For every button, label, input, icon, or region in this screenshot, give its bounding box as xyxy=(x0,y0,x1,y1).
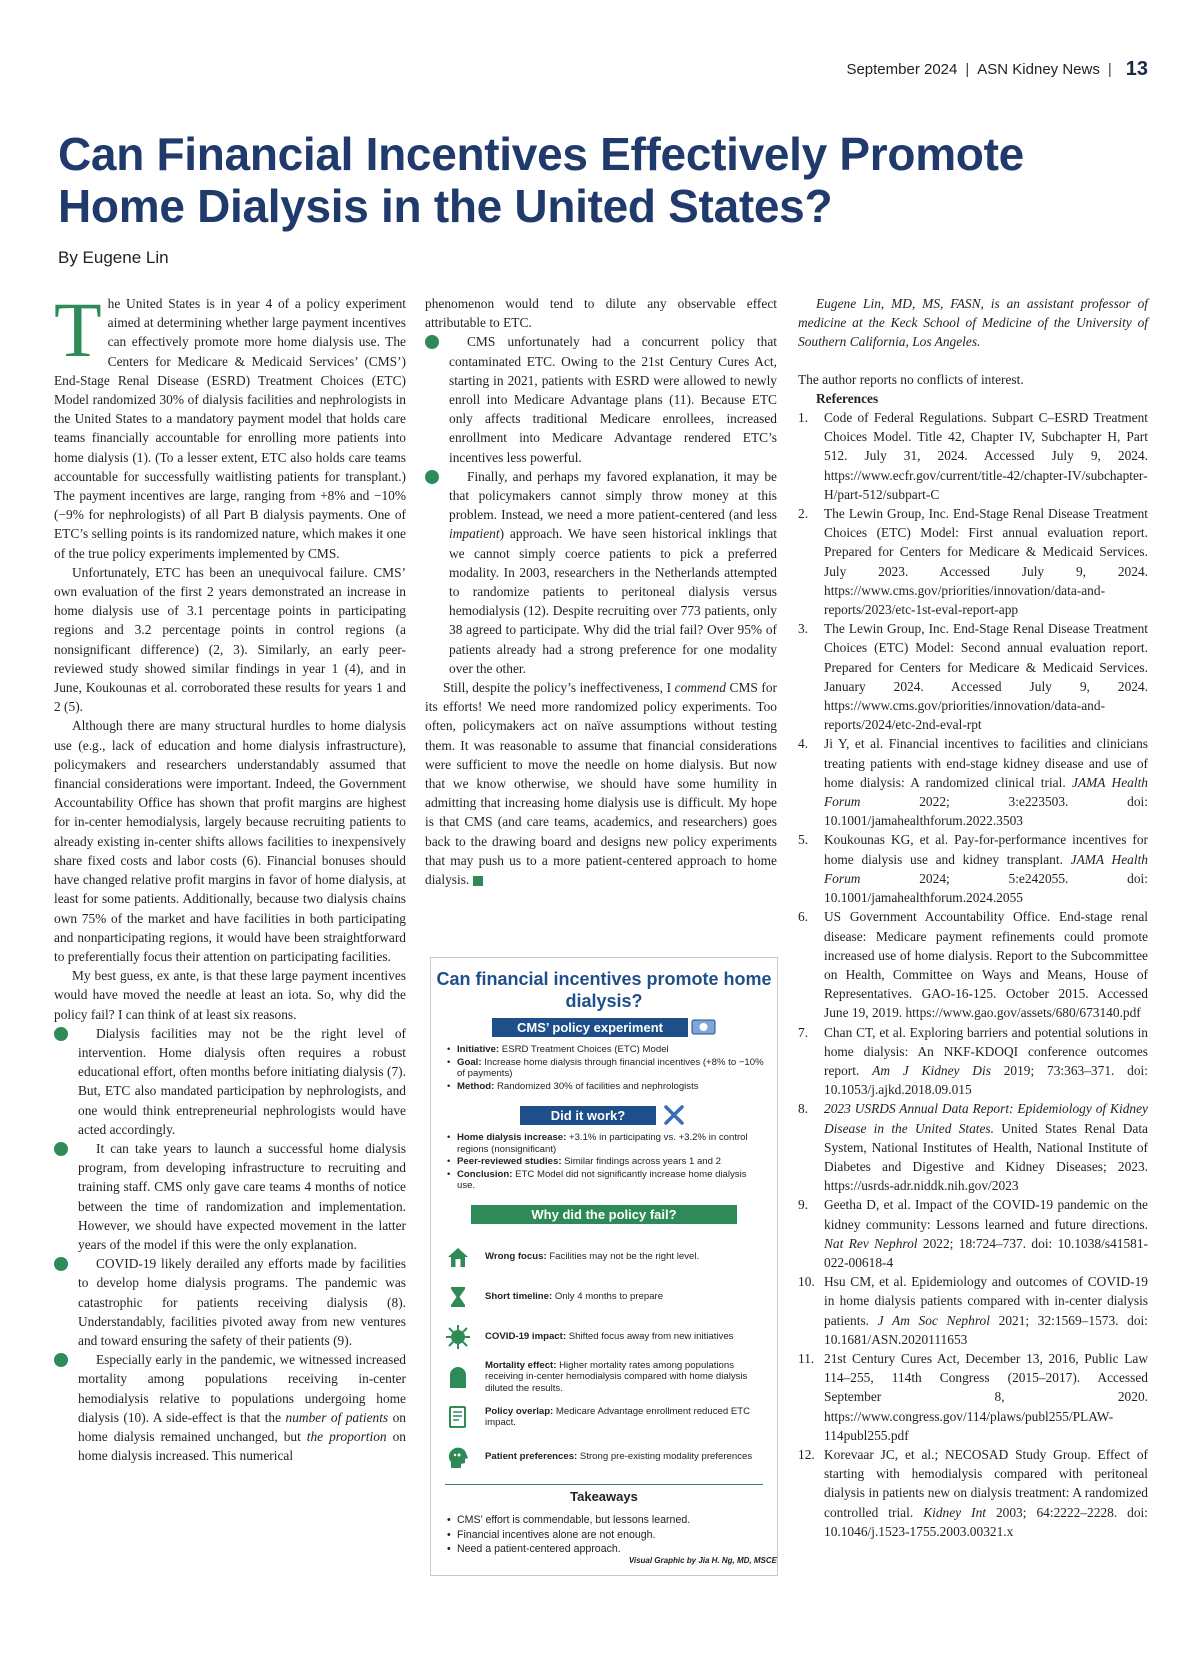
reasons-list xyxy=(445,1237,765,1477)
policy-experiment-header: CMS’ policy experiment xyxy=(492,1018,688,1037)
emphasis: commend xyxy=(674,680,726,696)
reference-number: 9. xyxy=(798,1197,809,1213)
reason-text: on home dialysis remained unchanged, but xyxy=(78,1409,406,1444)
byline: By Eugene Lin xyxy=(58,248,169,267)
paragraph-text: Still, despite the policy’s ineffectiveness, I xyxy=(443,680,675,696)
conflict-statement: The author reports no conflicts of interest. xyxy=(798,371,1024,387)
article-column-2 xyxy=(425,294,777,889)
reference-number: 7. xyxy=(798,1024,809,1040)
reference-number: 10. xyxy=(798,1274,815,1290)
reference-number: 6. xyxy=(798,909,809,925)
reference-item: 3. The Lewin Group, Inc. End-Stage Renal Disease Treatment Choices (ETC) Model: Second annual evaluation report. Prepared for Centers for Medicare & Medicaid Services. January 2024. Accessed July 9, 2024. https://www.cms.gov/priorities/innovation/data-and-reports/2024/etc-2nd-eval-rpt xyxy=(798,621,1148,733)
page-number: 13 xyxy=(1125,58,1148,80)
number-badge: 4 xyxy=(54,1353,68,1367)
reason-item xyxy=(425,467,777,678)
infographic xyxy=(430,957,778,1576)
reason-text: Short timeline: Only 4 months to prepare xyxy=(485,1291,664,1303)
end-mark-icon xyxy=(473,876,483,886)
list-item: • Initiative: ESRD Treatment Choices (ETC) Model xyxy=(445,1044,765,1056)
policy-list xyxy=(445,1044,765,1093)
reason-row xyxy=(445,1397,765,1437)
reason-text: COVID-19 likely derailed any efforts made by facilities to develop home dialysis programs. The pandemic was catastrophic for patients receiving dialysis (8). Understandably, facilities pivoted away from new ventures and toward ensuring the safety of their patients (9). xyxy=(78,1256,406,1348)
emphasis: impatient xyxy=(449,526,500,542)
paragraph xyxy=(54,286,406,563)
reference-number: 5. xyxy=(798,832,809,848)
reference-item: 4. Ji Y, et al. Financial incentives to facilities and clinicians treating patients with end-stage kidney disease and use of home dialysis: A randomized clinical trial. JAMA Health Forum 2022; 3:e223503. doi: 10.1001/jamahealthforum.2022.3503 xyxy=(798,736,1148,829)
reference-item: 11. 21st Century Cures Act, December 13, 2016, Public Law 114–255, 114th Congress (2015–2017). Accessed September 8, 2020. https://www.congress.gov/114/plaws/publ255/PLAW-114publ255.pdf xyxy=(798,1350,1148,1443)
list-item: • Peer-reviewed studies: Similar findings across years 1 and 2 xyxy=(445,1156,765,1168)
reason-text: Wrong focus: Facilities may not be the right level. xyxy=(485,1251,700,1263)
reference-number: 11. xyxy=(798,1350,815,1366)
paragraph-text: he United States is in year 4 of a policy experiment aimed at determining whether large payment incentives can effectively promote more home dialysis use. The Centers for Medicare & Medicaid Services’ (CMS’) End-Stage Renal Disease (ESRD) Treatment Choices (ETC) Model randomized 30% of dialysis facilities and nephrologists in the United States to a mandatory payment model that holds care teams financially accountable for enrolling more patients into home dialysis (1). (To a lesser extent, ETC also holds care teams accountable for successfully waitlisting patients for transplant.) The payment incentives are large, ranging from +8% and −10% (−9% for nephrologists) of all Part B dialysis payments. One of ETC’s selling points is its randomized nature, which makes it one of the true policy experiments implemented by CMS. xyxy=(54,296,406,561)
reason-text: Policy overlap: Medicare Advantage enrollment reduced ETC impact. xyxy=(485,1405,751,1428)
reference-number: 12. xyxy=(798,1446,815,1462)
reason-text: on home dialysis increased. This numerical xyxy=(78,1428,406,1464)
reason-row xyxy=(445,1317,765,1357)
home-icon xyxy=(445,1244,471,1270)
number-badge: 3 xyxy=(54,1257,68,1271)
why-fail-header: Why did the policy fail? xyxy=(471,1205,737,1224)
graphic-credit: Visual Graphic by Jia H. Ng, MD, MSCE xyxy=(628,1556,777,1565)
reference-item: 8. 2023 USRDS Annual Data Report: Epidemiology of Kidney Disease in the United States. United States Renal Data System, National Institutes of Health, National Institute of Diabetes and Digestive and Kidney Diseases; 2023. https://usrds-adr.niddk.nih.gov/2023 xyxy=(798,1101,1148,1194)
number-badge: 6 xyxy=(425,470,439,484)
reason-text: CMS unfortunately had a concurrent policy that contaminated ETC. Owing to the 21st Century Cures Act, starting in 2021, patients with ESRD were allowed to newly enroll into Medicare Advantage plans (11). Because ETC only affects traditional Medicare enrollees, increased enrollment into Medicare Advantage rendered ETC’s incentives less powerful. xyxy=(449,334,777,465)
virus-icon xyxy=(445,1324,471,1350)
tombstone-icon xyxy=(445,1364,471,1390)
number-badge: 2 xyxy=(54,1142,68,1156)
reason-item xyxy=(54,1024,406,1139)
reason-row xyxy=(445,1357,765,1397)
emphasis: number of patients xyxy=(285,1409,389,1425)
reference-number: 4. xyxy=(798,736,809,752)
reference-item: 2. The Lewin Group, Inc. End-Stage Renal Disease Treatment Choices (ETC) Model: First annual evaluation report. Prepared for Centers for Medicare & Medicaid Services. July 2023. Accessed July 9, 2024. https://www.cms.gov/priorities/innovation/data-and-reports/2023/etc-1st-eval-report-app xyxy=(798,506,1148,618)
reason-text: Patient preferences: Strong pre-existing modality preferences xyxy=(485,1451,753,1463)
header-separator: | xyxy=(965,61,970,78)
results-list xyxy=(445,1132,765,1193)
reason-row xyxy=(445,1237,765,1277)
paragraph-text: CMS for its efforts! We need more randomized policy experiments. Too often, policymakers act on naïve assumptions without testing them. It was reasonable to assume that financial considerations were sufficient to move the needle on home dialysis. But now that we know otherwise, we should have some humility in admitting that increasing home dialysis use is difficult. My hope is that CMS (and care teams, academics, and researchers) goes back to the drawing board and designs new policy experiments that may push us to a more patient-centered approach to home dialysis. xyxy=(425,680,777,888)
did-it-work-header: Did it work? xyxy=(520,1106,656,1125)
money-icon xyxy=(691,1017,717,1037)
emphasis: the proportion xyxy=(306,1428,387,1444)
reason-item xyxy=(54,1254,406,1350)
reason-text: It can take years to launch a successful home dialysis program, from developing infrastructure to recruiting and training staff. CMS only gave care teams 4 months of notice between the time of randomization and implementation. However, we should have expected movement in the latter years of the model if this were the only explanation. xyxy=(78,1140,406,1252)
paragraph: My best guess, ex ante, is that these large payment incentives would have moved the needle at least an iota. So, why did the policy fail? I can think of at least six reasons. xyxy=(54,968,406,1022)
article-column-1 xyxy=(54,286,406,1465)
article-column-3 xyxy=(798,294,1148,1541)
takeaways-list xyxy=(445,1514,765,1558)
reference-number: 2. xyxy=(798,506,809,522)
reference-item: 1. Code of Federal Regulations. Subpart C–ESRD Treatment Choices Model. Title 42, Chapter IV, Subchapter H, Part 512. July 31, 2024. Accessed July 9, 2024. https://www.ecfr.gov/current/title-42/chapter-IV/subchapter-H/part-512/subpart-C xyxy=(798,410,1148,502)
reason-text: Especially early in the pandemic, we witnessed increased mortality among populations receiving in-center hemodialysis relative to populations undergoing home dialysis (10). A side-effect is that the xyxy=(78,1352,406,1425)
reason-text: Dialysis facilities may not be the right level of intervention. Home dialysis often requires a robust educational effort, often months before initiating dialysis (7). But, ETC also mandated participation by nephrologists, and one would think entrepreneurial nephrologists would have acted accordingly. xyxy=(78,1025,406,1137)
head-icon xyxy=(445,1444,471,1470)
reference-number: 8. xyxy=(798,1101,809,1117)
list-item: • Financial incentives alone are not enough. xyxy=(445,1529,765,1543)
reference-item: 9. Geetha D, et al. Impact of the COVID-19 pandemic on the kidney community: Lessons learned and future directions. Nat Rev Nephrol 2022; 18:724–737. doi: 10.1038/s41581-022-00618-4 xyxy=(798,1197,1148,1270)
list-item: • CMS’ effort is commendable, but lessons learned. xyxy=(445,1514,765,1528)
list-item: • Method: Randomized 30% of facilities and nephrologists xyxy=(445,1081,765,1093)
reason-row xyxy=(445,1277,765,1317)
reference-item: 5. Koukounas KG, et al. Pay-for-performance incentives for home dialysis use and kidney transplant. JAMA Health Forum 2024; 5:e242055. doi: 10.1001/jamahealthforum.2024.2055 xyxy=(798,832,1148,906)
reference-item: 6. US Government Accountability Office. End-stage renal disease: Medicare payment refinements could promote increased use of home dialysis. Report to the Subcommittee on Health, Committee on Ways and Means, House of Representatives. GAO-16-125. October 2015. Accessed June 19, 2019. https://www.gao.gov/assets/680/673140.pdf xyxy=(798,909,1148,1021)
drop-cap: T xyxy=(54,286,102,373)
reason-text: ) approach. We have seen historical inklings that we cannot simply coerce patients to pick a preferred modality. In 2003, researchers in the Netherlands attempted to randomize patients to peritoneal dialysis versus hemodialysis (12). Despite recruiting over 773 patients, only 38 agreed to participate. Why did the trial fail? Over 95% of patients already had a strong preference for one modality over the other. xyxy=(449,526,777,676)
issue-date: September 2024 xyxy=(846,61,958,78)
reason-text: COVID-19 impact: Shifted focus away from new initiatives xyxy=(485,1331,734,1343)
infographic-title: Can financial incentives promote home dialysis? xyxy=(436,969,772,1011)
number-badge: 5 xyxy=(425,335,439,349)
reason-item xyxy=(54,1139,406,1254)
author-bio: Eugene Lin, MD, MS, FASN, is an assistant professor of medicine at the Keck School of Medicine of the University of Southern California, Los Angeles. xyxy=(798,296,1148,350)
takeaways-title: Takeaways xyxy=(570,1489,638,1504)
list-item: • Home dialysis increase: +3.1% in participating vs. +3.2% in control regions (nonsignificant) xyxy=(445,1132,765,1155)
reason-row xyxy=(445,1437,765,1477)
page-header xyxy=(846,58,1148,81)
list-item: • Need a patient-centered approach. xyxy=(445,1543,765,1557)
reason-item xyxy=(54,1350,406,1465)
hourglass-icon xyxy=(445,1284,471,1310)
reference-number: 1. xyxy=(798,410,809,426)
divider xyxy=(445,1484,763,1485)
x-mark-icon xyxy=(663,1104,685,1126)
paragraph xyxy=(425,678,777,889)
document-icon xyxy=(445,1404,471,1430)
reference-item: 12. Korevaar JC, et al.; NECOSAD Study Group. Effect of starting with hemodialysis compared with peritoneal dialysis in patients new on dialysis treatment: A randomized controlled trial. Kidney Int 2003; 64:2222–2228. doi: 10.1046/j.1523-1755.2003.00321.x xyxy=(798,1446,1148,1539)
publication-name: ASN Kidney News xyxy=(977,61,1100,78)
paragraph: Although there are many structural hurdles to home dialysis use (e.g., lack of education and home dialysis infrastructure), policymakers and researchers understandably assumed that financial considerations were important. Indeed, the Government Accountability Office has shown that profit margins are highest for in-center hemodialysis, largely because recruiting patients to already existing in-center shifts allows facilities to inexpensively share fixed costs and labor costs (6). Financial bonuses should have changed relative profit margins in favor of home dialysis, at least for some patients. Additionally, because two dialysis chains own 75% of the market and have facilities in both participating and nonparticipating regions, it would have been straightforward to preferentially focus their attention on participating facilities. xyxy=(54,718,406,964)
number-badge: 1 xyxy=(54,1027,68,1041)
article-title: Can Financial Incentives Effectively Promote Home Dialysis in the United States? xyxy=(58,128,1024,232)
references-list xyxy=(798,408,1148,1541)
reason-text: Mortality effect: Higher mortality rates among populations receiving in-center hemodialysis compared with home dialysis diluted the results. xyxy=(485,1359,748,1394)
list-item: • Goal: Increase home dialysis through financial incentives (+8% to −10% of payments) xyxy=(445,1057,765,1080)
header-separator: | xyxy=(1107,61,1112,78)
list-item: • Conclusion: ETC Model did not significantly increase home dialysis use. xyxy=(445,1169,765,1192)
reason-item xyxy=(425,332,777,466)
paragraph: Unfortunately, ETC has been an unequivocal failure. CMS’ own evaluation of the first 2 years demonstrated an increase in home dialysis use of 3.1 percentage points in participating regions and 3.2 percentage points in control regions (a nonsignificant difference) (2, 3). Similarly, an early peer-reviewed study showed similar findings in year 1 (4), and in June, Koukounas et al. corroborated these results for years 1 and 2 (5). xyxy=(54,564,406,715)
reason-text: Finally, and perhaps my favored explanation, it may be that policymakers cannot simply throw money at this problem. Instead, we need a more patient-centered (and less xyxy=(449,468,777,523)
reference-item: 10. Hsu CM, et al. Epidemiology and outcomes of COVID-19 in home dialysis patients compared with in-center dialysis patients. J Am Soc Nephrol 2021; 32:1569–1573. doi: 10.1681/ASN.2020111653 xyxy=(798,1274,1148,1347)
reference-number: 3. xyxy=(798,621,809,637)
references-heading: References xyxy=(816,390,879,406)
paragraph: phenomenon would tend to dilute any observable effect attributable to ETC. xyxy=(425,296,777,331)
reference-item: 7. Chan CT, et al. Exploring barriers and potential solutions in home dialysis: An NKF-KDOQI conference outcomes report. Am J Kidney Dis 2019; 73:363–371. doi: 10.1053/j.ajkd.2018.09.015 xyxy=(798,1024,1149,1098)
